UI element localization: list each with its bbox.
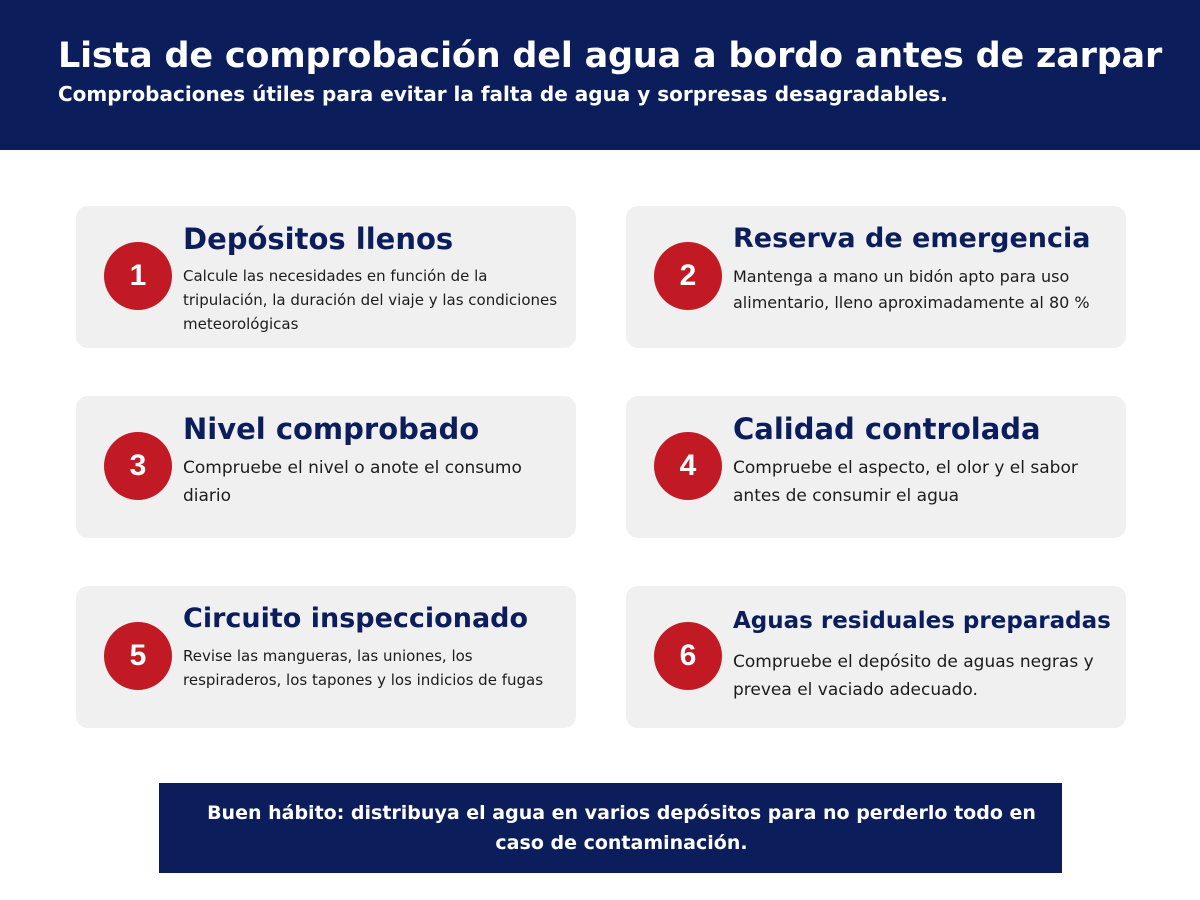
- card-description: Compruebe el aspecto, el olor y el sabor antes de consumir el agua: [733, 458, 1078, 506]
- page-subtitle: Comprobaciones útiles para evitar la falta de agua y sorpresas desagradables.: [58, 82, 948, 106]
- checklist-card-quality-controlled: [626, 396, 1126, 538]
- number-badge: 4: [654, 432, 722, 500]
- card-title: Circuito inspeccionado: [183, 603, 529, 634]
- card-title: Calidad controlada: [733, 412, 1041, 446]
- checklist-card-level-checked: [76, 396, 576, 538]
- number-badge: 6: [654, 622, 722, 690]
- number-badge: 3: [104, 432, 172, 500]
- checklist-card-full-tanks: [76, 206, 576, 348]
- number-badge: 1: [104, 242, 172, 310]
- checklist-card-emergency-reserve: [626, 206, 1126, 348]
- card-description: Compruebe el depósito de aguas negras y prevea el vaciado adecuado.: [733, 652, 1094, 700]
- card-description: Compruebe el nivel o anote el consumo diario: [183, 458, 522, 506]
- number-badge: 2: [654, 242, 722, 310]
- card-description: Calcule las necesidades en función de la tripulación, la duración del viaje y las condiciones meteorológicas: [183, 267, 558, 333]
- page-title: Lista de comprobación del agua a bordo antes de zarpar: [58, 36, 1163, 76]
- card-title: Depósitos llenos: [183, 222, 454, 256]
- good-habit-banner: [159, 783, 1062, 873]
- header-banner: [0, 0, 1200, 150]
- card-description: Revise las mangueras, las uniones, los respiraderos, los tapones y los indicios de fugas: [183, 647, 544, 689]
- good-habit-text: Buen hábito: distribuya el agua en varios depósitos para no perderlo todo en caso de contaminación.: [207, 802, 1036, 854]
- card-title: Nivel comprobado: [183, 412, 480, 446]
- checklist-card-circuit-inspected: [76, 586, 576, 728]
- number-badge: 5: [104, 622, 172, 690]
- card-title: Reserva de emergencia: [733, 223, 1091, 254]
- checklist-card-wastewater-prepared: [626, 586, 1126, 728]
- card-description: Mantenga a mano un bidón apto para uso alimentario, lleno aproximadamente al 80 %: [733, 267, 1090, 312]
- card-title: Aguas residuales preparadas: [733, 608, 1111, 634]
